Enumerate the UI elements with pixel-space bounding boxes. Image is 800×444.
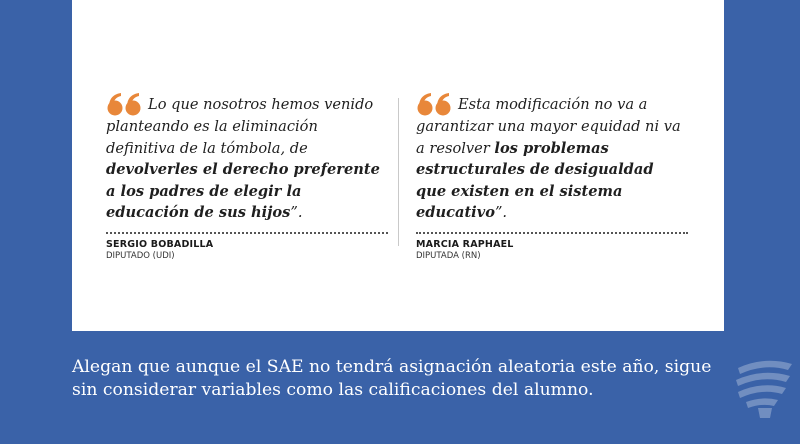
author-role: DIPUTADA (RN)	[416, 250, 481, 261]
image-caption: Alegan que aunque el SAE no tendrá asignación aleatoria este año, sigue sin considerar variables como las calificaciones del alumno.	[72, 357, 712, 400]
dotted-divider	[416, 232, 688, 234]
quote-text-bold: los problemas estructurales de desigualdad que existen en el sistema educativo	[416, 139, 654, 222]
column-divider	[398, 98, 399, 246]
quote-text-bold: devolverles el derecho preferente a los padres de elegir la educación de sus hijos	[106, 161, 380, 222]
quote-text	[416, 92, 688, 224]
author-name: SERGIO BOBADILLA	[106, 238, 214, 250]
article-clipping	[72, 0, 724, 331]
quote-text-regular: Esta modificación no va a garantizar una mayor equidad ni va a resolver	[416, 96, 681, 157]
dotted-divider	[106, 232, 388, 234]
quote-mark-icon	[416, 92, 454, 116]
quote-block-right	[416, 92, 688, 261]
quote-block-left	[106, 92, 388, 261]
author-name: MARCIA RAPHAEL	[416, 238, 514, 250]
quote-text	[106, 92, 388, 224]
quote-text-regular: Lo que nosotros hemos venido planteando es la eliminación definitiva de la tómbola, de	[106, 96, 374, 157]
quote-mark-icon	[106, 92, 144, 116]
quote-text-close: ”.	[290, 204, 303, 222]
quote-text-close: ”.	[494, 204, 508, 222]
author-role: DIPUTADO (UDI)	[106, 250, 175, 261]
watermark-logo-icon	[728, 350, 800, 422]
